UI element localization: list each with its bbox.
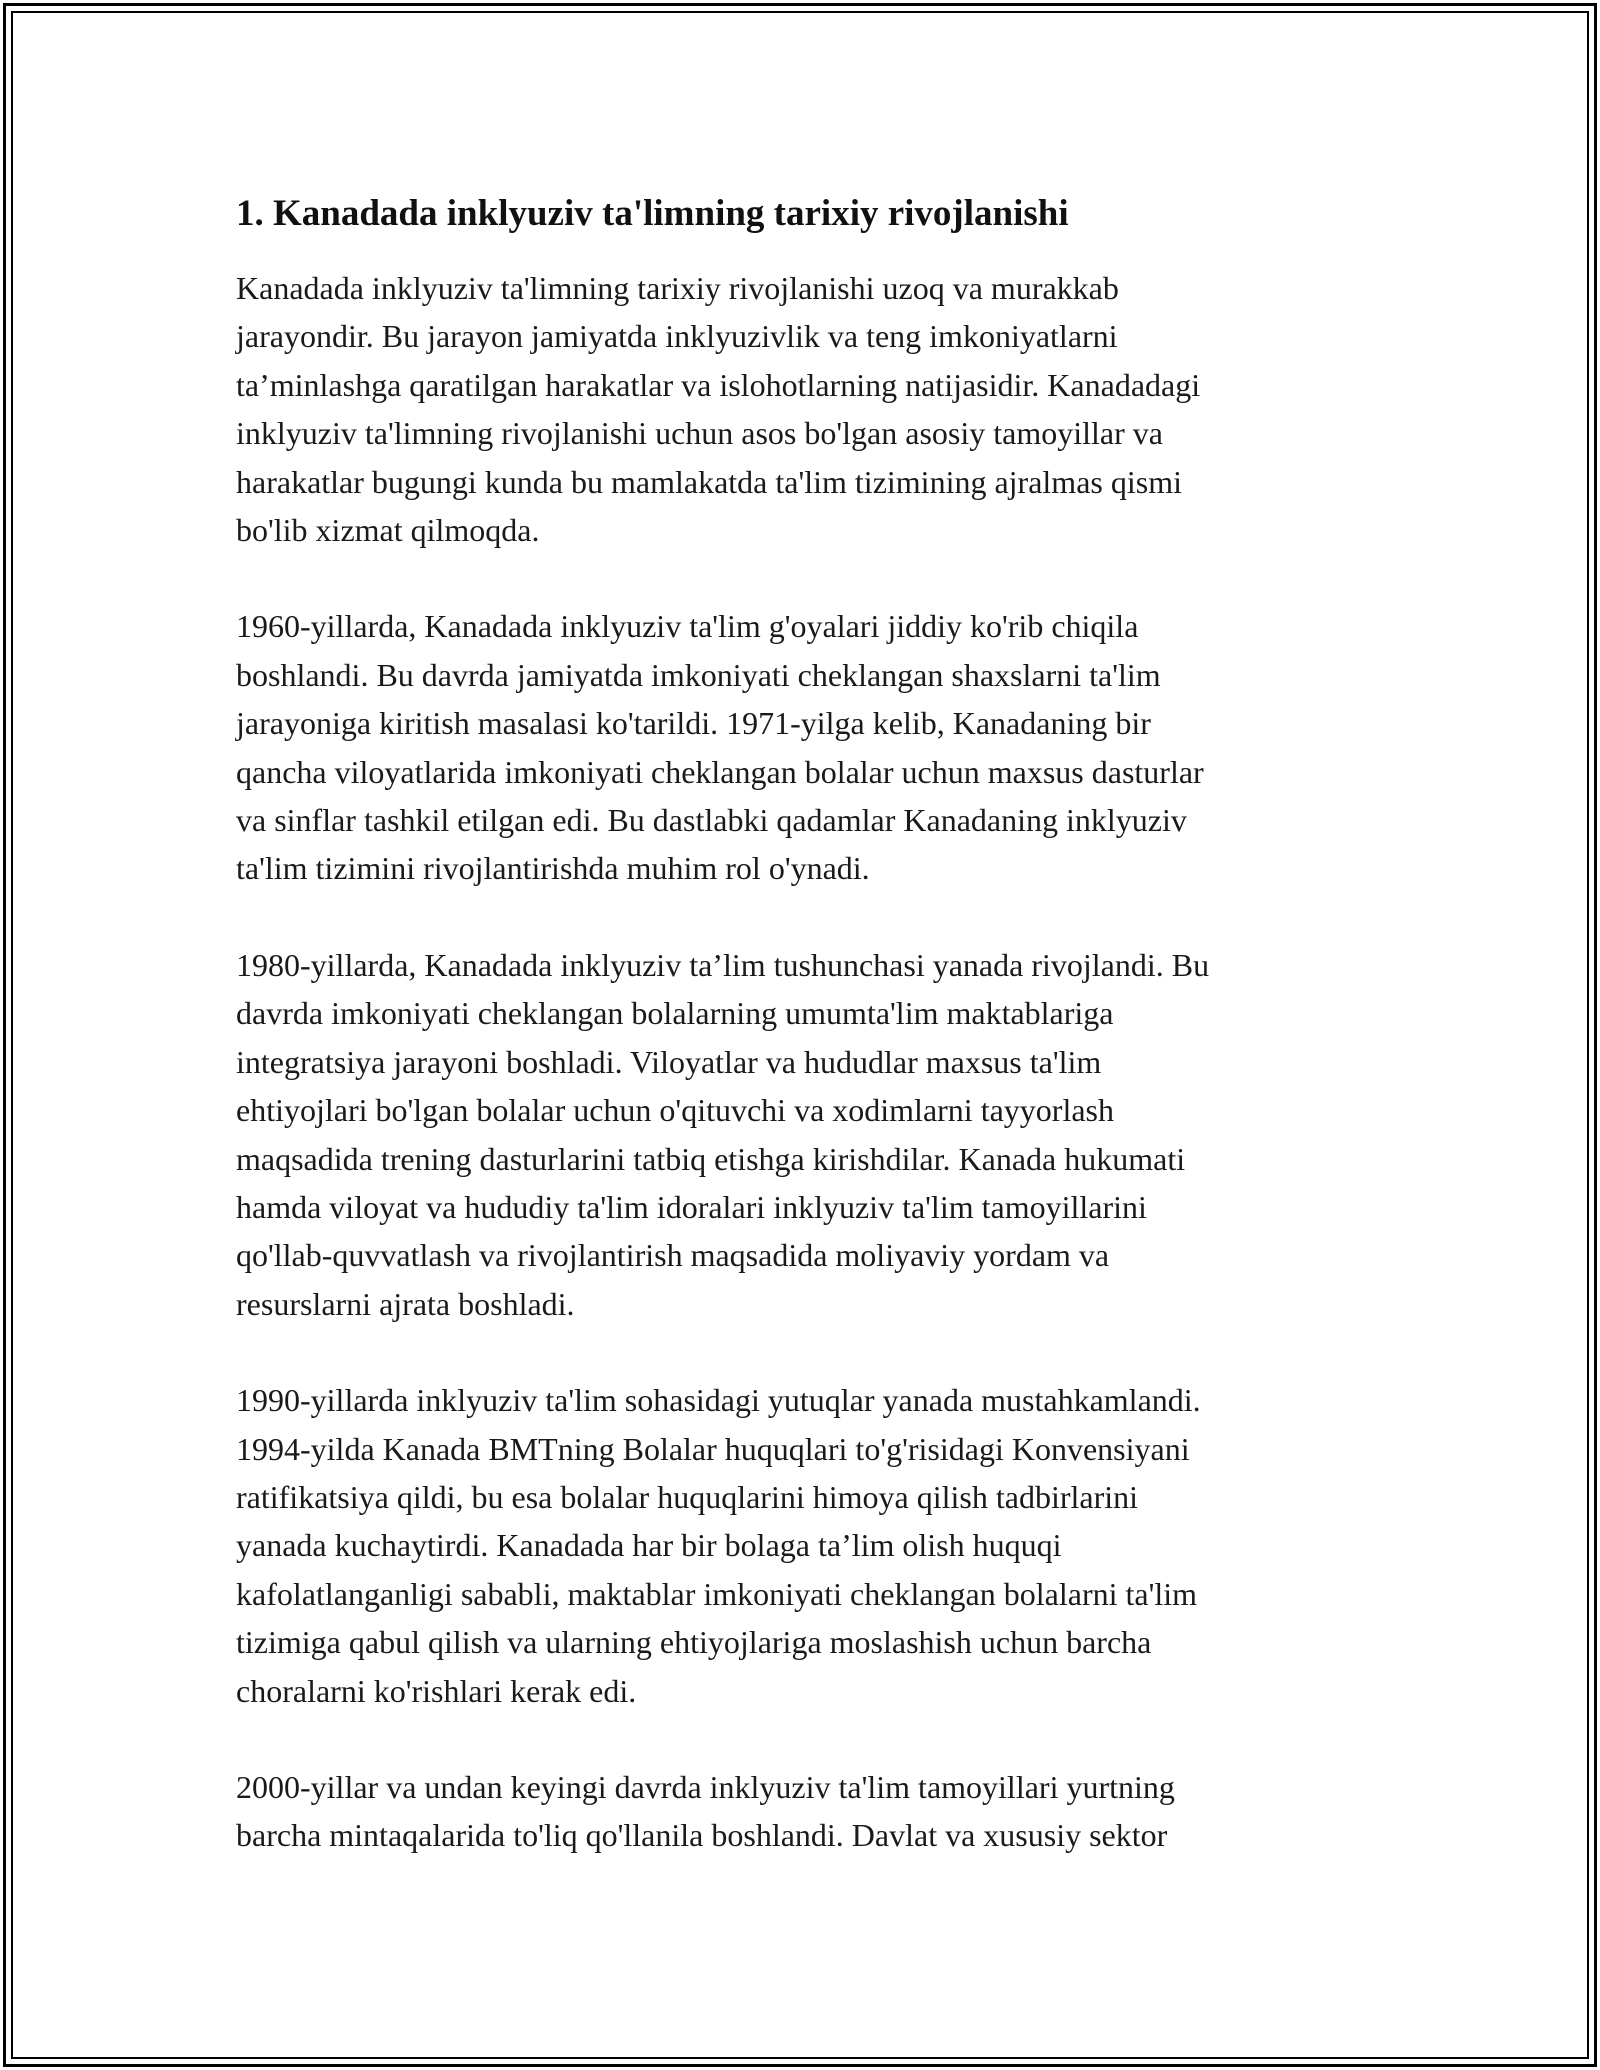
text-line: ta'lim tizimini rivojlantirishda muhim rol o'ynadi. bbox=[236, 850, 870, 887]
text-line: ta’minlashga qaratilgan harakatlar va islohotlarning natijasidir. Kanadadagi bbox=[236, 366, 1201, 403]
text-line: harakatlar bugungi kunda bu mamlakatda ta'lim tizimining ajralmas qismi bbox=[236, 463, 1182, 500]
text-line: ratifikatsiya qildi, bu esa bolalar huquqlarini himoya qilish tadbirlarini bbox=[236, 1478, 1139, 1515]
text-line: maqsadida trening dasturlarini tatbiq etishga kirishdilar. Kanada hukumati bbox=[236, 1140, 1186, 1177]
text-line: 2000-yillar va undan keyingi davrda inklyuziv ta'lim tamoyillari yurtning bbox=[236, 1768, 1175, 1805]
document-body bbox=[236, 188, 1366, 1908]
text-line: yanada kuchaytirdi. Kanadada har bir bolaga ta’lim olish huquqi bbox=[236, 1527, 1062, 1564]
text-line: jarayondir. Bu jarayon jamiyatda inklyuzivlik va teng imkoniyatlarni bbox=[236, 318, 1118, 355]
text-line: choralarni ko'rishlari kerak edi. bbox=[236, 1672, 637, 1709]
text-line: tizimiga qabul qilish va ularning ehtiyojlariga moslashish uchun barcha bbox=[236, 1624, 1152, 1661]
text-line: davrda imkoniyati cheklangan bolalarning umumta'lim maktablariga bbox=[236, 995, 1114, 1032]
text-line: ehtiyojlari bo'lgan bolalar uchun o'qituvchi va xodimlarni tayyorlash bbox=[236, 1092, 1114, 1129]
text-line: resurslarni ajrata boshladi. bbox=[236, 1285, 575, 1322]
text-line: 1994-yilda Kanada BMTning Bolalar huquqlari to'g'risidagi Konvensiyani bbox=[236, 1430, 1190, 1467]
text-line: 1960-yillarda, Kanadada inklyuziv ta'lim g'oyalari jiddiy ko'rib chiqila bbox=[236, 608, 1139, 645]
text-line: Kanadada inklyuziv ta'limning tarixiy rivojlanishi uzoq va murakkab bbox=[236, 270, 1119, 306]
paragraph-2000s bbox=[236, 1763, 1366, 1860]
text-line: va sinflar tashkil etilgan edi. Bu dastlabki qadamlar Kanadaning inklyuziv bbox=[236, 802, 1187, 839]
text-line: kafolatlanganligi sababli, maktablar imkoniyati cheklangan bolalarni ta'lim bbox=[236, 1575, 1198, 1612]
text-line: integratsiya jarayoni boshladi. Viloyatlar va hududlar maxsus ta'lim bbox=[236, 1043, 1102, 1080]
text-line: jarayoniga kiritish masalasi ko'tarildi. 1971-yilga kelib, Kanadaning bir bbox=[236, 705, 1151, 742]
text-line: qo'llab-quvvatlash va rivojlantirish maqsadida moliyaviy yordam va bbox=[236, 1237, 1110, 1274]
text-line: boshlandi. Bu davrda jamiyatda imkoniyati cheklangan shaxslarni ta'lim bbox=[236, 656, 1161, 693]
text-line: 1980-yillarda, Kanadada inklyuziv ta’lim tushunchasi yanada rivojlandi. Bu bbox=[236, 946, 1210, 983]
paragraph-1980s bbox=[236, 941, 1366, 1328]
section-heading: 1. Kanadada inklyuziv ta'limning tarixiy rivojlanishi bbox=[236, 193, 1069, 234]
paragraph-intro bbox=[236, 264, 1366, 554]
paragraph-1990s bbox=[236, 1376, 1366, 1715]
text-line: 1990-yillarda inklyuziv ta'lim sohasidagi yutuqlar yanada mustahkamlandi. bbox=[236, 1382, 1201, 1419]
text-line: bo'lib xizmat qilmoqda. bbox=[236, 512, 540, 549]
text-line: qancha viloyatlarida imkoniyati cheklangan bolalar uchun maxsus dasturlar bbox=[236, 753, 1204, 790]
paragraph-1960s bbox=[236, 602, 1366, 892]
text-line: barcha mintaqalarida to'liq qo'llanila boshlandi. Davlat va xususiy sektor bbox=[236, 1817, 1168, 1854]
text-line: inklyuziv ta'limning rivojlanishi uchun asos bo'lgan asosiy tamoyillar va bbox=[236, 415, 1163, 452]
text-line: hamda viloyat va hududiy ta'lim idoralari inklyuziv ta'lim tamoyillarini bbox=[236, 1188, 1147, 1225]
